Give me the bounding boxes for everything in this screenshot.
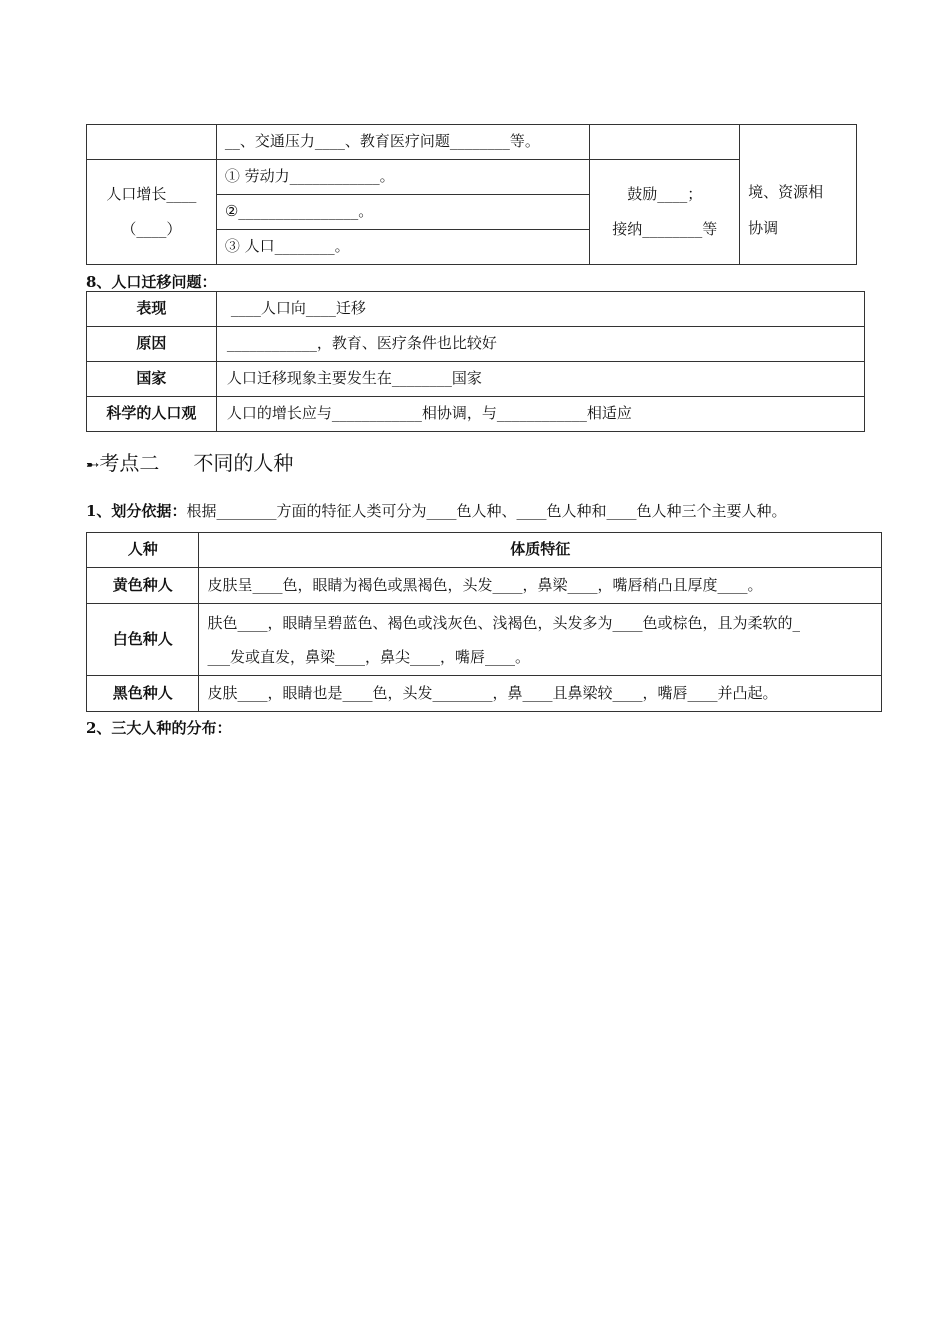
policy-line-2: 接纳________等 (612, 220, 718, 238)
race-traits-1-line1: 肤色____，眼睛呈碧蓝色、褐色或浅灰色、浅褐色，头发多为____色或棕色，且为柔软的_ (207, 613, 800, 632)
migration-content-1: ____________，教育、医疗条件也比较好 (216, 327, 864, 362)
migration-head-0: 表现 (87, 292, 217, 327)
race-header-race: 人种 (87, 533, 199, 568)
kaodian2-title: 不同的人种 (193, 451, 294, 475)
q1-label: 1、划分依据： (86, 502, 187, 520)
section8-title: 8、人口迁移问题： (86, 273, 217, 291)
growth-label-1: 人口增长____ (106, 185, 197, 203)
migration-head-3: 科学的人口观 (87, 397, 217, 432)
race-traits-0 (199, 568, 882, 604)
race-traits-0-line1: 皮肤呈____色，眼睛为褐色或黑褐色，头发____，鼻梁____，嘴唇稍凸且厚度____。 (207, 575, 763, 594)
race-traits-1 (199, 604, 882, 676)
growth-item-3: ③ 人口________。 (216, 230, 589, 265)
migration-content-3: 人口的增长应与____________相协调，与____________相适应 (216, 397, 864, 432)
policy-line-1: 鼓励____； (627, 185, 703, 203)
kaodian2-heading (86, 447, 293, 476)
population-problem-table (86, 124, 857, 265)
race-name-2: 黑色种人 (87, 676, 199, 712)
table-cell-right (740, 125, 857, 265)
growth-label-2: （____） (121, 220, 182, 238)
race-header-traits: 体质特征 (199, 533, 882, 568)
policy-cell (590, 160, 740, 265)
q2-label: 2、三大人种的分布： (86, 719, 232, 737)
table-cell (87, 125, 217, 160)
arrow-icon: ➸ (86, 455, 100, 474)
migration-content-2: 人口迁移现象主要发生在________国家 (216, 362, 864, 397)
growth-item-1: ① 劳动力____________。 (216, 160, 589, 195)
q1-text: 根据________方面的特征人类可分为____色人种、____色人种和____色人种三个主要人种。 (186, 502, 787, 520)
race-traits-1-line2: ___发或直发，鼻梁____，鼻尖____，嘴唇____。 (207, 647, 530, 666)
race-table (86, 532, 882, 712)
right-line-1: 境、资源相 (748, 182, 824, 201)
race-traits-2-line1: 皮肤____，眼睛也是____色，头发________，鼻____且鼻梁较____，嘴唇____并凸起。 (207, 683, 778, 702)
migration-head-2: 国家 (87, 362, 217, 397)
race-name-0: 黄色种人 (87, 568, 199, 604)
migration-table (86, 291, 865, 432)
table-cell (590, 125, 740, 160)
kaodian2-label: 考点二 (99, 451, 160, 475)
growth-item-2: ②________________。 (216, 195, 589, 230)
migration-head-1: 原因 (87, 327, 217, 362)
race-name-1: 白色种人 (87, 604, 199, 676)
growth-label-cell (87, 160, 217, 265)
race-traits-2 (199, 676, 882, 712)
table-cell: __、交通压力____、教育医疗问题________等。 (216, 125, 589, 160)
right-line-2: 协调 (748, 218, 779, 237)
q1-line (86, 500, 786, 521)
migration-content-0: ____人口向____迁移 (216, 292, 864, 327)
